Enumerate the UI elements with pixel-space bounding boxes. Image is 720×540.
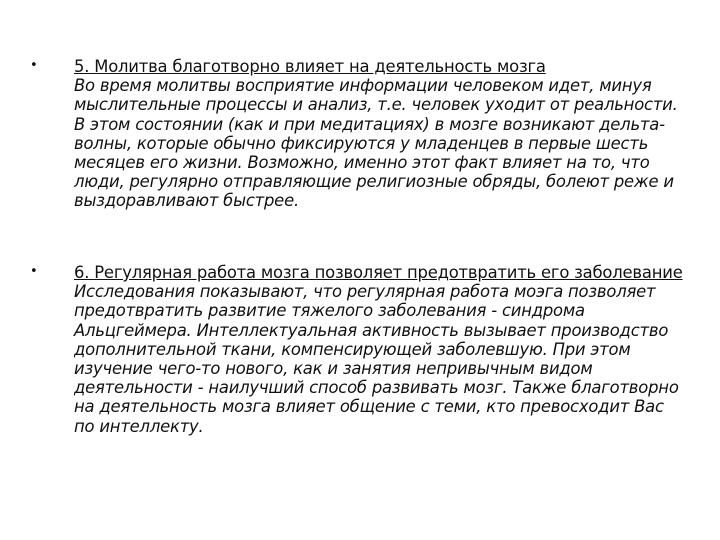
bullet-icon: •: [30, 264, 38, 279]
item-text: Исследования показывают, что регулярная работа моэга позволяет предотвратить развитие тяжелого заболевания - синдрома Альцгеймера. Интеллектуальная активность вызывает производство дополнительной ткани, компенсирующей заболевшую. При этом изучение чего-то нового, как и занятия непривычным видом деятельности - наилучший способ развивать мозг. Также благотворно на деятельность мозга влияет общение с теми, кто превосходит Вас по интеллекту.: [74, 282, 679, 436]
item-content: [74, 263, 686, 436]
item-text: Во время молитвы восприятие информации человеком идет, минуя мыслительные процессы и анализ, т.е. человек уходит от реальности. В этом состоянии (как и при медитациях) в мозге возникают дельта-волны, которые обычно фиксируются у младенцев в первые шесть месяцев его жизни. Возможно, именно этот факт влияет на то, что люди, регулярно отправляющие религиозные обряды, болеют реже и выздоравливают быстрее.: [74, 76, 678, 211]
item-heading: 6. Регулярная работа мозга позволяет предотвратить его заболевание: [74, 263, 683, 282]
item-content: [74, 57, 686, 211]
bullet-icon: •: [30, 58, 38, 73]
item-heading: 5. Молитва благотворно влияет на деятельность мозга: [74, 57, 546, 76]
